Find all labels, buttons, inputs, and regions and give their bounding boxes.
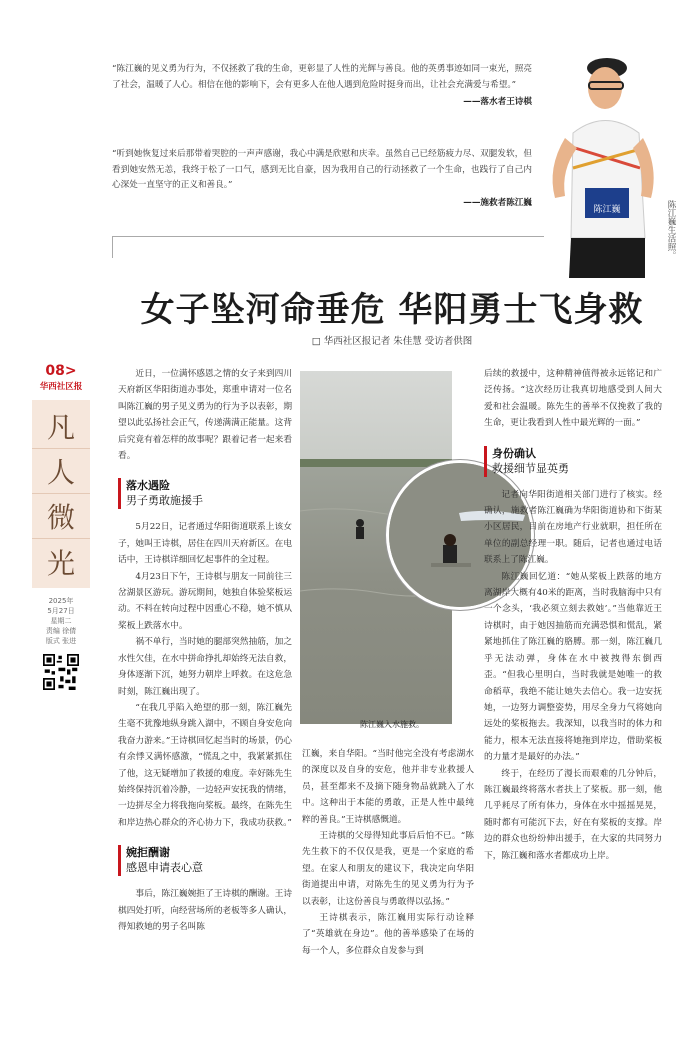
paragraph: 事后，陈江巍婉拒了王诗棋的酬谢。王诗棋四处打听，向经营场所的老板等多人确认，得知救她的男子名叫陈 — [118, 889, 292, 932]
headline: 女子坠河命垂危 华阳勇士飞身救 — [140, 290, 644, 330]
photo-caption: 陈江巍入水施救。 — [360, 720, 424, 729]
subheading: 落水遇险 男子勇敢施援手 — [118, 478, 292, 509]
runner-photo-caption: 陈江巍生活照。 — [666, 200, 676, 260]
paragraph: 终于，在经历了漫长而艰难的几分钟后，陈江巍最终将落水者扶上了桨板。那一刻，他几乎耗尽了所有体力，身体在水中摇摇晃晃，随时都有可能沉下去，好在有桨板的支撑。岸边的群众也纷纷伸出援手，在大家的共同努力下，陈江巍和落水者都成功上岸。 — [484, 768, 662, 861]
paragraph: 王诗棋的父母得知此事后后怕不已。“陈先生救下的不仅仅是我，更是一个家庭的希望。在家人和朋友的建议下，我决定向华阳街道提出申请，对陈先生的见义勇为行为予以表彰，让这份善良与勇敢得以弘扬。” — [302, 831, 474, 907]
runner-portrait-photo — [535, 38, 660, 278]
column-char: 凡 — [32, 404, 90, 449]
paragraph: “在我几乎陷入绝望的那一刻，陈江巍先生毫不犹豫地纵身跳入湖中，不顾自身安危向我奋力游来。”王诗棋回忆起当时的场景，仍心有余悸又满怀感激，“慌乱之中，我紧紧抓住了他，这无疑增加了救援的难度。幸好陈先生始终保持沉着冷静，一边轻声安抚我的情绪，一边拼尽全力将我拖向桨板。最终，在陈先生和岸边热心群众的齐心协力下，我成功获救。” — [118, 702, 292, 828]
paragraph: 4月23日下午，王诗棋与朋友一同前往三岔湖景区游玩。游玩期间，她独自体验桨板运动。不料在转向过程中因重心不稳，她不慎从桨板上跌落水中。 — [118, 571, 292, 631]
column-char: 光 — [46, 546, 75, 580]
column-char: 人 — [32, 449, 90, 494]
article-column-3 — [484, 366, 662, 864]
page-number: 08> — [45, 363, 77, 379]
quote-block-victim — [112, 62, 532, 111]
paragraph: 祸不单行，当时她的腿部突然抽筋，加之水性欠佳，在水中拼命挣扎却始终无法自救，身体逐渐下沉，她努力朝岸上呼救。在这危急时刻，陈江巍出现了。 — [118, 637, 292, 697]
frame-line — [112, 236, 544, 237]
column-title — [32, 400, 90, 588]
quote-text: “陈江巍的见义勇为行为，不仅拯救了我的生命，更彰显了人性的光辉与善良。他的英勇事迹如同一束光，照亮了社会，温暖了人心。相信在他的影响下，会有更多人在他人遇到危险时挺身而出，让社会充满爱与希望。” — [112, 64, 532, 90]
qr-code-icon — [43, 654, 79, 690]
column-char: 微 — [32, 494, 90, 539]
byline: □ 华西社区报记者 朱佳慧 受访者供图 — [311, 336, 473, 347]
paragraph: 近日，一位满怀感恩之情的女子来到四川天府新区华阳街道办事处，郑重申请对一位名叫陈江巍的男子见义勇为的行为予以表彰，期望以此弘扬社会正气，传递满满正能量。这背后究竟有着怎样的故事呢？跟着记者一起来看看。 — [118, 369, 292, 462]
paragraph: 陈江巍回忆道：“她从桨板上跌落的地方离湖岸大概有40米的距离，当时我脑海中只有一个念头，‘我必须立刻去救她’。”当他靠近王诗棋时，由于她因抽筋而充满恐惧和慌乱，紧紧地抓住了陈江巍的胳膊。那一刻，陈江巍几乎无法动弹，身体在水中被拽得东倒西歪。“但我心里明白，当时我就是她唯一的救命稻草，我绝不能让她失去信心。我一边安抚她，一边努力调整姿势，用尽全身力气将她向远处的桨板拖去。我深知，以我当时的体力和能力，根本无法直接将她拖到岸边，借助桨板的力量才是最好的办法。” — [484, 571, 662, 763]
frame-line — [112, 236, 113, 258]
paragraph: 后续的救援中，这种精神值得被永远铭记和广泛传扬。“这次经历让我真切地感受到人间大爱和社会温暖。陈先生的善举不仅挽救了我的生命，更让我看到人性中最光辉的一面。” — [484, 369, 662, 429]
article-column-2 — [302, 746, 474, 959]
quote-attribution: ——施救者陈江巍 — [463, 197, 532, 208]
paragraph: 5月22日，记者通过华阳街道联系上该女子，她叫王诗棋，居住在四川天府新区。在电话中，王诗棋详细回忆起事件的全过程。 — [118, 522, 292, 566]
runner-bib-name: 陈江巍 — [593, 205, 621, 215]
subheading: 身份确认 救援细节显英勇 — [484, 446, 662, 477]
paragraph: 江巍，来自华阳。“当时他完全没有考虑湖水的深度以及自身的安危，他并非专业救援人员，甚至都来不及摘下随身物品就跳入了水中。这种出于本能的勇敢，正是人性中最纯粹的善良。”王诗棋感慨道。 — [302, 749, 474, 825]
page-sidebar — [28, 363, 94, 690]
section-name: 华西社区报 — [39, 382, 83, 392]
paragraph: 王诗棋表示，陈江巍用实际行动诠释了“英雄就在身边”。他的善举感染了在场的每一个人，多位群众自发参与到 — [302, 913, 474, 956]
subheading: 婉拒酬谢 感恩申请表心意 — [118, 845, 292, 876]
quote-attribution: ——落水者王诗棋 — [463, 97, 532, 107]
paragraph: 记者向华阳街道相关部门进行了核实。经确认，施救者陈江巍确为华阳街道协和下街某小区居民，目前在房地产行业就职，担任所在单位的副总经理一职。随后，记者也通过电话联系上了陈江巍。 — [484, 489, 662, 566]
article-column-1 — [118, 366, 292, 935]
quote-block-rescuer — [112, 147, 532, 211]
quote-text: “听到她恢复过来后那带着哭腔的一声声感谢，我心中满是欣慰和庆幸。虽然自己已经筋疲力尽、双腿发软，但看到她安然无恙，我终于松了一口气，感到无比自豪，因为我用自己的行动拯救了一个生命，也践行了自己内心深处一直坚守的正义和善良。” — [112, 149, 532, 190]
issue-meta: 2025年 5月27日 星期二 责编 徐倩 版式 张进 — [45, 597, 77, 645]
